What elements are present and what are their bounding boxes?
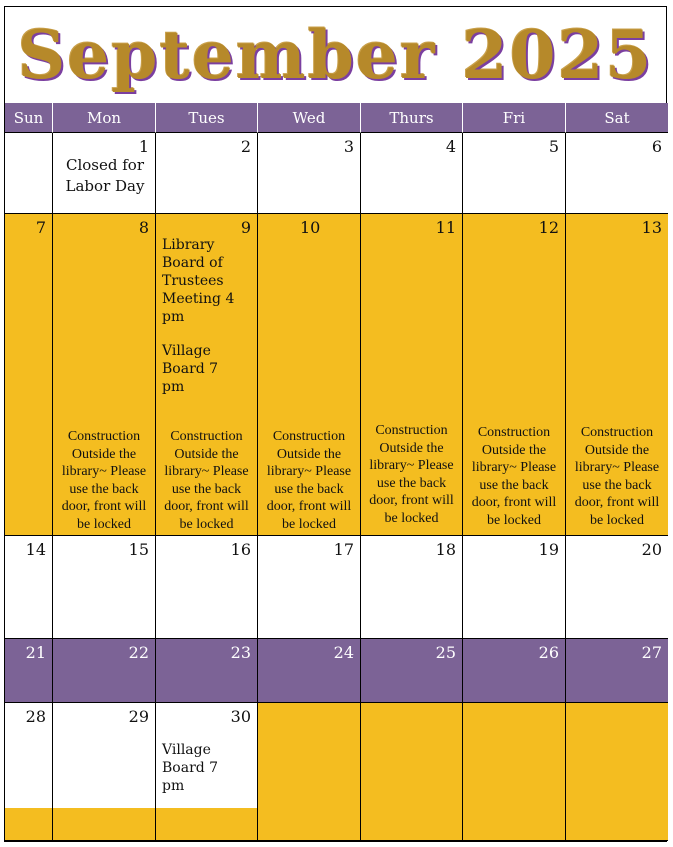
construction-note: Construction Outside the library~ Please use the back door, front will be locked (164, 429, 249, 532)
day-cell-empty (258, 703, 361, 841)
date-number: 15 (128, 540, 149, 559)
day-cell-29 (53, 703, 156, 841)
day-cell-15 (53, 536, 156, 639)
date-number: 4 (445, 137, 456, 156)
date-number: 13 (641, 218, 662, 237)
day-cell-11 (361, 214, 463, 536)
day-cell-empty (361, 703, 463, 841)
date-number: 11 (435, 218, 456, 237)
day-cell-10 (258, 214, 361, 536)
weekday-sat: Sat (566, 103, 668, 133)
day-cell-7 (5, 214, 53, 536)
day-cell-14 (5, 536, 53, 639)
date-number: 27 (641, 643, 662, 662)
date-number: 9 (240, 218, 251, 237)
weekday-mon: Mon (53, 103, 156, 133)
day-cell-5 (463, 133, 566, 214)
day-cell-25 (361, 639, 463, 703)
day-cell-27 (566, 639, 668, 703)
date-number: 6 (651, 137, 662, 156)
day-cell-26 (463, 639, 566, 703)
date-number: 2 (240, 137, 251, 156)
date-number: 30 (230, 707, 251, 726)
event-village-board: Village Board 7 pm (162, 343, 219, 395)
week-row-4 (5, 639, 668, 703)
date-number: 7 (35, 218, 46, 237)
date-number: 5 (548, 137, 559, 156)
day-cell-empty (463, 703, 566, 841)
day-cell-empty (566, 703, 668, 841)
weekday-sun: Sun (5, 103, 53, 133)
event-labor-day: Closed for Labor Day (65, 156, 145, 195)
day-cell-18 (361, 536, 463, 639)
date-number: 23 (230, 643, 251, 662)
construction-note: Construction Outside the library~ Please use the back door, front will be locked (574, 425, 660, 528)
date-number: 22 (128, 643, 149, 662)
weekday-thu: Thurs (361, 103, 463, 133)
date-number: 28 (25, 707, 46, 726)
day-cell-23 (156, 639, 258, 703)
date-number: 12 (538, 218, 559, 237)
day-cell-4 (361, 133, 463, 214)
weekday-wed: Wed (258, 103, 361, 133)
date-number: 10 (300, 218, 321, 237)
date-number: 16 (230, 540, 251, 559)
day-cell-9 (156, 214, 258, 536)
day-cell-24 (258, 639, 361, 703)
date-number: 26 (538, 643, 559, 662)
day-cell-30 (156, 703, 258, 841)
date-number: 24 (333, 643, 354, 662)
date-number: 17 (333, 540, 354, 559)
day-cell-20 (566, 536, 668, 639)
date-number: 19 (538, 540, 559, 559)
day-cell-16 (156, 536, 258, 639)
day-cell-2 (156, 133, 258, 214)
date-number: 14 (25, 540, 46, 559)
weekday-tue: Tues (156, 103, 258, 133)
week-row-1 (5, 133, 668, 214)
week-row-3 (5, 536, 668, 639)
day-cell-empty (5, 133, 53, 214)
date-number: 8 (138, 218, 149, 237)
construction-note: Construction Outside the library~ Please use the back door, front will be locked (369, 423, 454, 526)
day-cell-1 (53, 133, 156, 214)
date-number: 29 (128, 707, 149, 726)
date-number: 3 (343, 137, 354, 156)
day-cell-17 (258, 536, 361, 639)
day-cell-3 (258, 133, 361, 214)
event-library-board: Library Board of Trustees Meeting 4 pm (162, 237, 235, 325)
weekday-header-row (5, 103, 668, 133)
calendar-title (5, 7, 666, 103)
date-number: 18 (435, 540, 456, 559)
day-cell-8 (53, 214, 156, 536)
day-cell-12 (463, 214, 566, 536)
title-text: September 2025 (17, 16, 654, 94)
day-cell-6 (566, 133, 668, 214)
construction-note: Construction Outside the library~ Please use the back door, front will be locked (61, 429, 147, 532)
week-row-2 (5, 214, 668, 536)
day-cell-13 (566, 214, 668, 536)
weekday-fri: Fri (463, 103, 566, 133)
event-village-board: Village Board 7 pm (162, 742, 219, 794)
day-cell-21 (5, 639, 53, 703)
day-cell-19 (463, 536, 566, 639)
day-cell-22 (53, 639, 156, 703)
date-number: 20 (641, 540, 662, 559)
day-cell-28 (5, 703, 53, 841)
week-row-5 (5, 703, 668, 841)
construction-note: Construction Outside the library~ Please use the back door, front will be locked (471, 425, 557, 528)
construction-note: Construction Outside the library~ Please use the back door, front will be locked (266, 429, 352, 532)
calendar-grid (5, 103, 668, 841)
date-number: 25 (435, 643, 456, 662)
date-number: 21 (25, 643, 46, 662)
calendar-frame (4, 6, 667, 842)
date-number: 1 (138, 137, 149, 156)
